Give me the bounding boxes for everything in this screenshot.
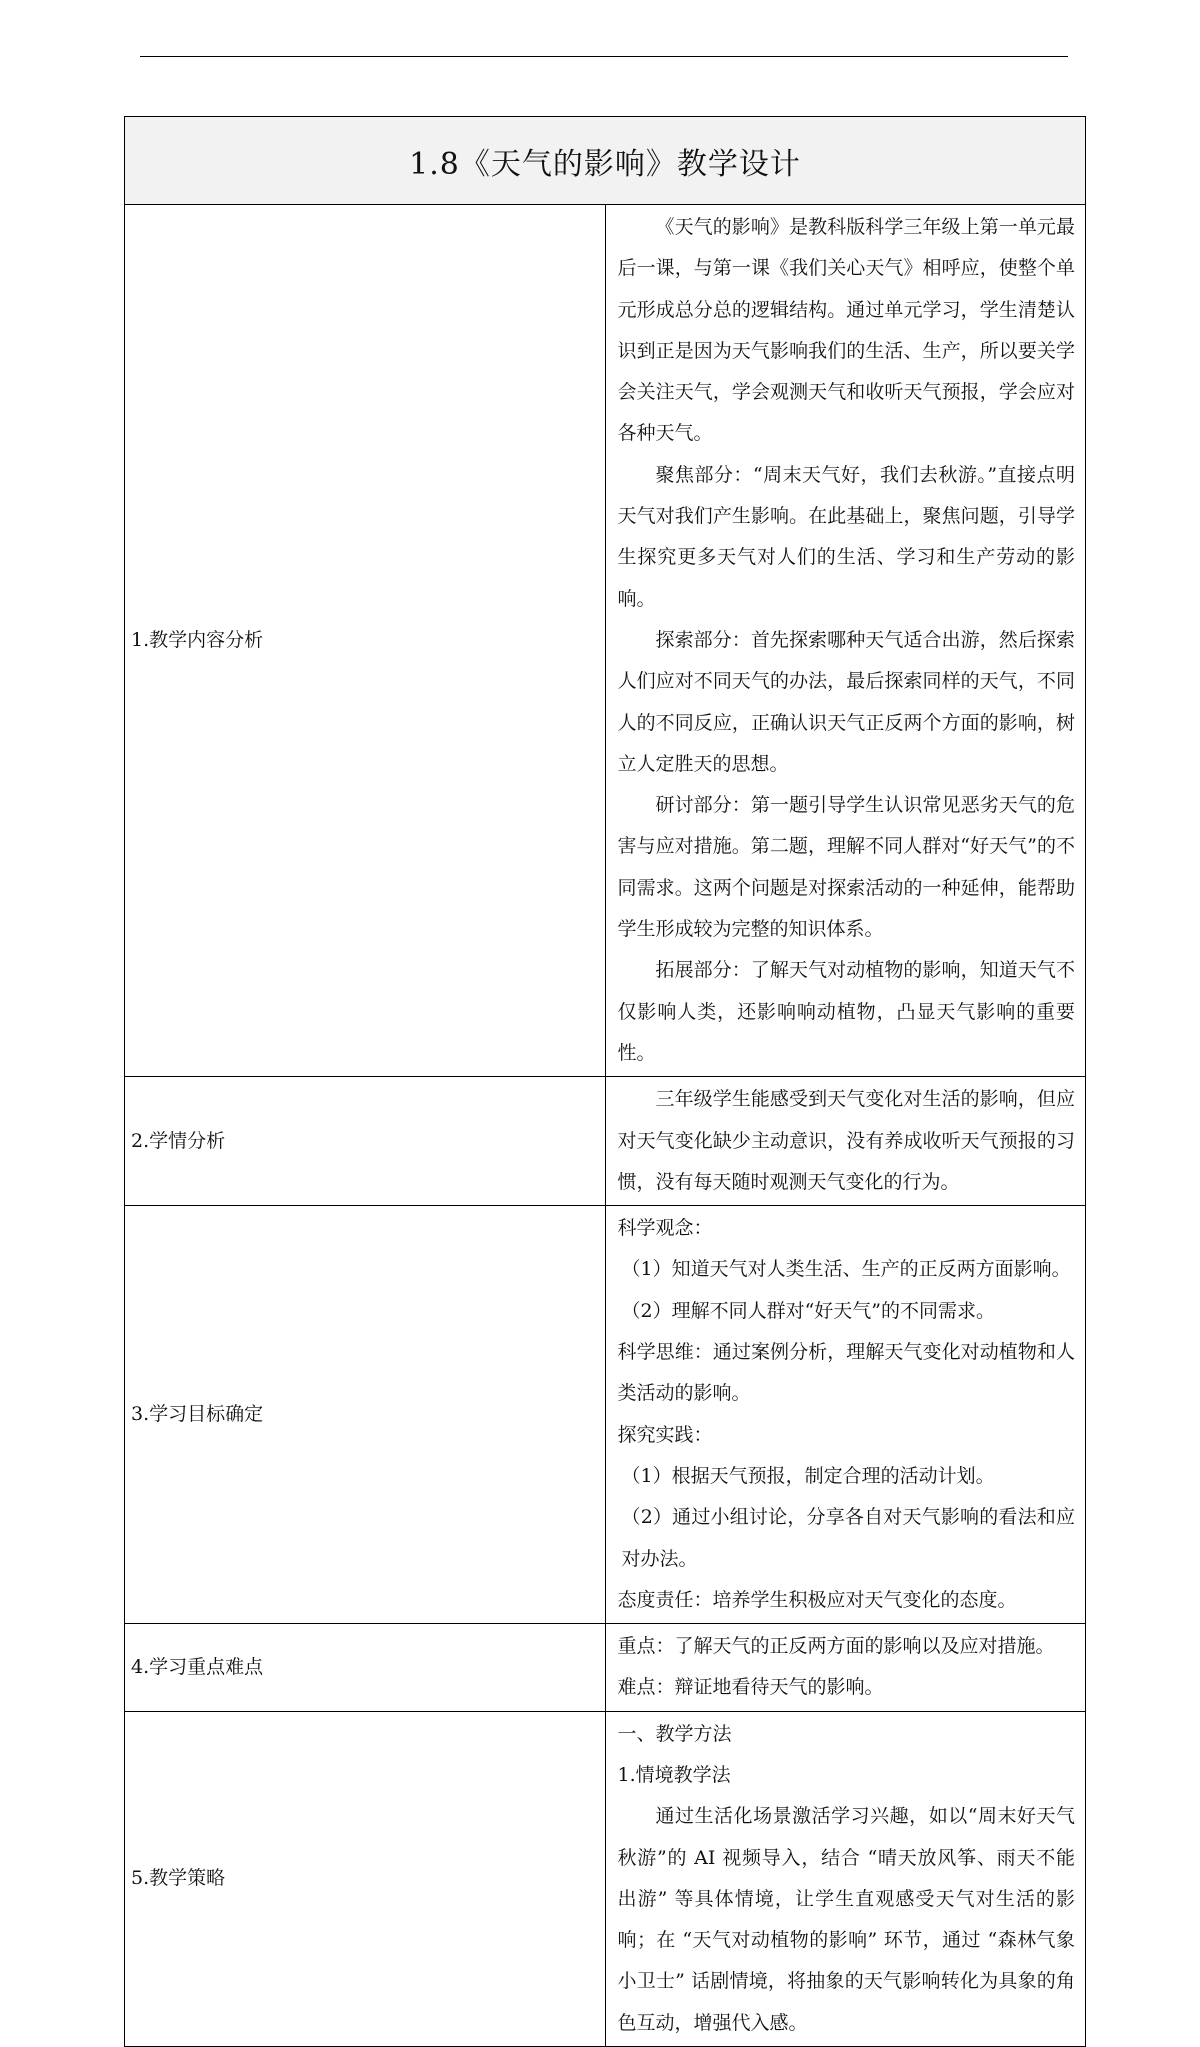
paragraph: 三年级学生能感受到天气变化对生活的影响，但应对天气变化缺少主动意识，没有养成收听天气预报的习惯，没有每天随时观测天气变化的行为。 [617, 1088, 1075, 1193]
paragraph: 1.情境教学法 [617, 1763, 731, 1786]
paragraph: 探究实践： [617, 1423, 713, 1446]
title-row [125, 117, 1086, 205]
lesson-plan-table [124, 116, 1086, 2047]
section-label: 2.学情分析 [125, 1077, 606, 1206]
section-content [605, 1711, 1086, 2046]
section-label: 4.学习重点难点 [125, 1624, 606, 1712]
section-row-teaching-strategy [125, 1711, 1086, 2046]
paragraph: （2）理解不同人群对“好天气”的不同需求。 [621, 1299, 996, 1322]
paragraph: （1）根据天气预报，制定合理的活动计划。 [621, 1464, 995, 1487]
header-rule [140, 56, 1068, 57]
paragraph: 通过生活化场景激活学习兴趣，如以“周末好天气秋游”的 AI 视频导入，结合 “晴天放风筝、雨天不能出游” 等具体情境，让学生直观感受天气对生活的影响；在 “天气对动植物的影响” 环节，通过 “森林气象小卫士” 话剧情境，将抽象的天气影响转化为具象的角色互动，增强代入感。 [617, 1805, 1075, 2034]
paragraph: 研讨部分：第一题引导学生认识常见恶劣天气的危害与应对措施。第二题，理解不同人群对“好天气”的不同需求。这两个问题是对探索活动的一种延伸，能帮助学生形成较为完整的知识体系。 [617, 794, 1075, 941]
paragraph: 态度责任：培养学生积极应对天气变化的态度。 [617, 1588, 1017, 1611]
section-label: 3.学习目标确定 [125, 1206, 606, 1624]
section-row-learning-objectives [125, 1206, 1086, 1624]
section-content [605, 205, 1086, 1077]
paragraph: 探索部分：首先探索哪种天气适合出游，然后探索人们应对不同天气的办法，最后探索同样的天气，不同人的不同反应，正确认识天气正反两个方面的影响，树立人定胜天的思想。 [617, 628, 1075, 775]
section-row-learner-analysis [125, 1077, 1086, 1206]
paragraph: 《天气的影响》是教科版科学三年级上第一单元最后一课，与第一课《我们关心天气》相呼应，使整个单元形成总分总的逻辑结构。通过单元学习，学生清楚认识到正是因为天气影响我们的生活、生产，所以要关学会关注天气，学会观测天气和收听天气预报，学会应对各种天气。 [617, 216, 1075, 445]
section-content [605, 1206, 1086, 1624]
paragraph: 科学思维：通过案例分析，理解天气变化对动植物和人类活动的影响。 [617, 1341, 1075, 1405]
paragraph: 重点：了解天气的正反两方面的影响以及应对措施。 [617, 1635, 1055, 1658]
paragraph: 一、教学方法 [617, 1722, 732, 1745]
paragraph: 拓展部分：了解天气对动植物的影响，知道天气不仅影响人类，还影响响动植物，凸显天气影响的重要性。 [617, 959, 1075, 1064]
paragraph: 难点：辩证地看待天气的影响。 [617, 1676, 884, 1699]
paragraph: 科学观念： [617, 1217, 713, 1240]
paragraph: 聚焦部分：“周末天气好，我们去秋游。”直接点明天气对我们产生影响。在此基础上，聚焦问题，引导学生探究更多天气对人们的生活、学习和生产劳动的影响。 [617, 463, 1075, 610]
paragraph: （2）通过小组讨论，分享各自对天气影响的看法和应对办法。 [621, 1506, 1075, 1570]
section-content [605, 1077, 1086, 1206]
paragraph: （1）知道天气对人类生活、生产的正反两方面影响。 [621, 1258, 1071, 1281]
section-label: 5.教学策略 [125, 1711, 606, 2046]
section-row-content-analysis [125, 205, 1086, 1077]
section-content [605, 1624, 1086, 1712]
section-row-key-points [125, 1624, 1086, 1712]
document-title: 1.8《天气的影响》教学设计 [125, 117, 1086, 205]
section-label: 1.教学内容分析 [125, 205, 606, 1077]
